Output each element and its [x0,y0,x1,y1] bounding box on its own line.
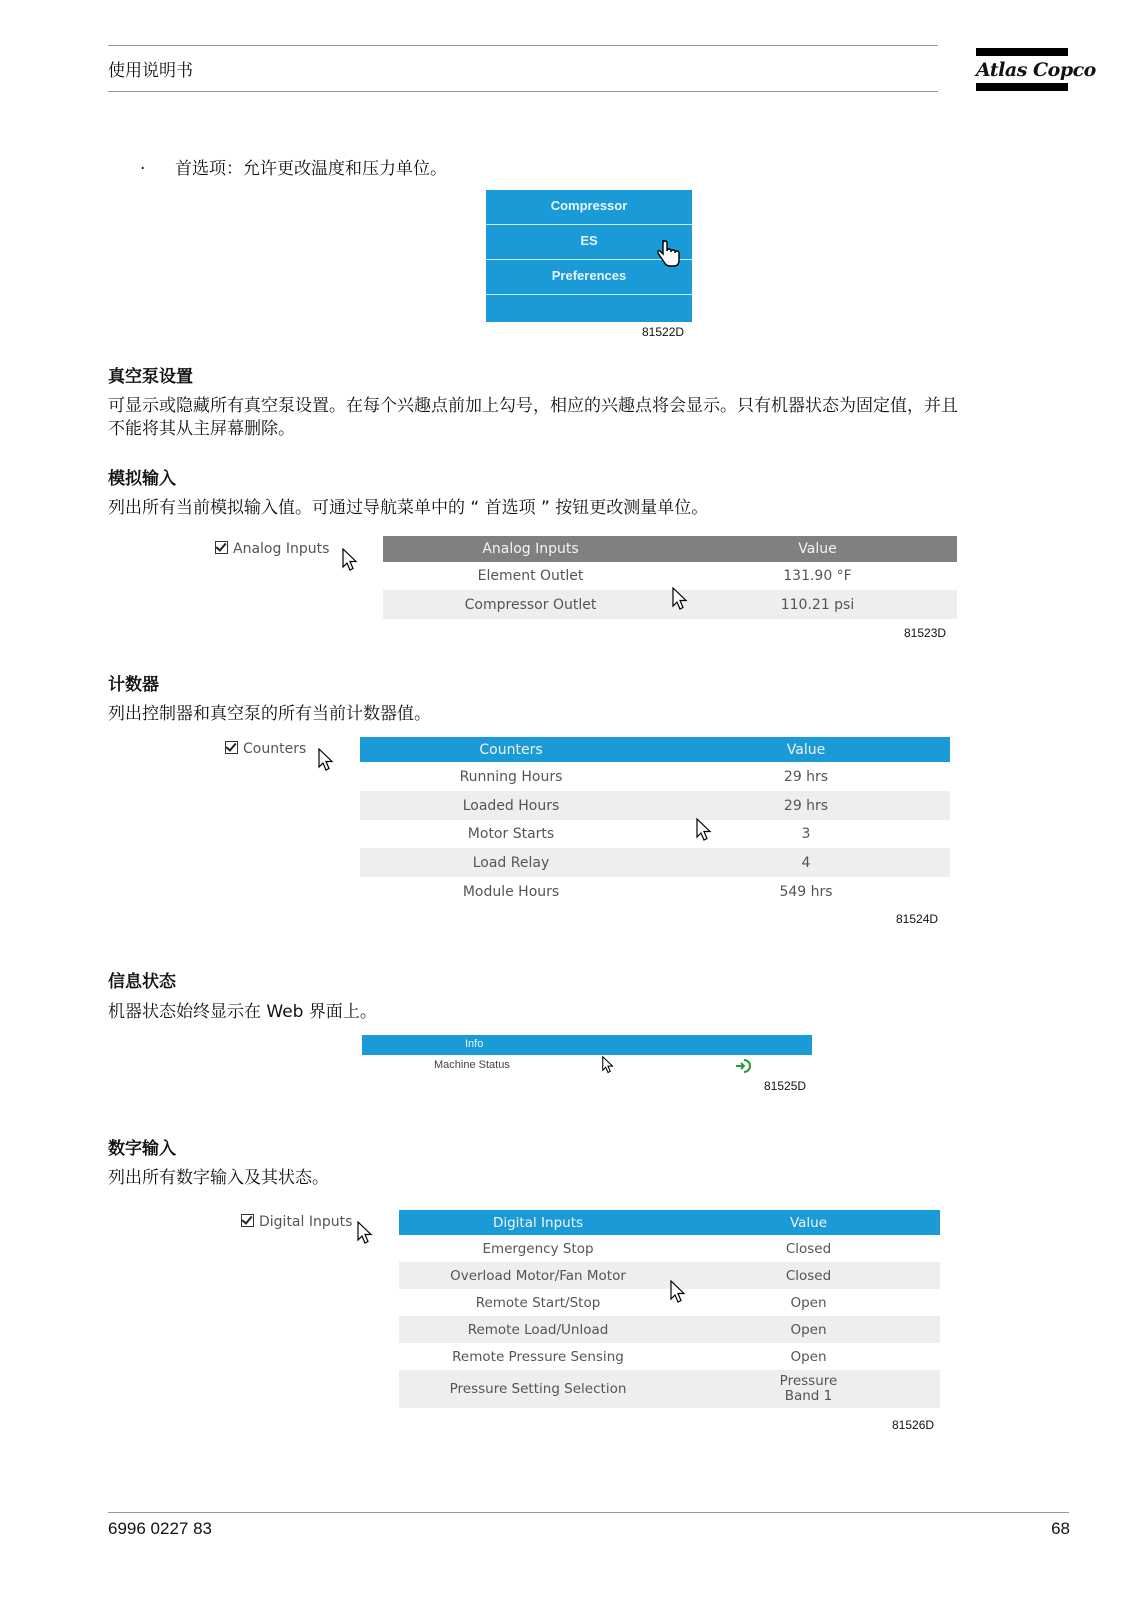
heading-digital-inputs: 数字输入 [108,1139,176,1159]
figure-code-81522d: 81522D [642,325,685,339]
counters-row-value: 549 hrs [779,883,833,900]
table-header-row [360,737,950,762]
digital-row-label: Remote Pressure Sensing [452,1348,624,1365]
counters-row-value: 29 hrs [662,791,950,820]
counters-row-label: Module Hours [462,883,560,900]
digital-header-value: Value [677,1210,940,1235]
counters-checkbox[interactable] [225,741,306,757]
table-row [383,590,957,619]
header-top-rule [108,45,938,46]
digital-inputs-checkbox[interactable] [241,1214,352,1230]
digital-header-label: Digital Inputs [399,1210,677,1235]
arrow-cursor-icon [318,748,334,772]
vacuum-body-line1: 可显示或隐藏所有真空泵设置。在每个兴趣点前加上勾号，相应的兴趣点将会显示。只有机器状态为固定值，并且 [108,396,958,416]
digital-inputs-table [399,1210,940,1408]
digital-row-label: Emergency Stop [482,1240,594,1257]
digital-row-value: Open [790,1294,827,1311]
menu-item-compressor[interactable]: Compressor [486,190,692,225]
heading-vacuum-settings: 真空泵设置 [108,367,193,387]
menu-item-empty[interactable] [486,295,692,329]
table-header-row [383,536,957,562]
checkbox-checked-icon [225,741,238,754]
counters-body: 列出控制器和真空泵的所有当前计数器值。 [108,704,431,724]
hand-cursor-icon [656,238,682,268]
digital-row-label: Overload Motor/Fan Motor [399,1262,677,1289]
analog-inputs-checkbox-label: Analog Inputs [233,541,330,557]
info-body: 机器状态始终显示在 Web 界面上。 [108,1002,377,1022]
table-row [360,877,950,906]
counters-row-value: 29 hrs [783,768,829,785]
arrow-cursor-icon [670,1280,686,1304]
analog-body: 列出所有当前模拟输入值。可通过导航菜单中的 “ 首选项 ” 按钮更改测量单位。 [108,498,709,518]
analog-row-label: Element Outlet [477,568,584,584]
table-header-row [399,1210,940,1235]
digital-inputs-checkbox-label: Digital Inputs [259,1214,353,1230]
analog-row-value: 110.21 psi [678,590,957,619]
footer-rule [108,1512,1069,1513]
analog-row-label: Compressor Outlet [383,590,678,619]
heading-info-status: 信息状态 [108,972,176,992]
digital-row-label: Pressure Setting Selection [399,1370,677,1408]
digital-row-value: Open [677,1316,940,1343]
table-row [383,562,957,590]
machine-status-icon [735,1058,751,1074]
table-row [360,791,950,820]
figure-code-81523d: 81523D [904,626,947,640]
counters-row-value: 3 [801,826,811,842]
table-row [360,820,950,848]
analog-inputs-table [383,536,957,619]
counters-header-label: Counters [360,737,662,762]
arrow-cursor-icon [342,548,358,572]
counters-table [360,737,950,906]
checkbox-checked-icon [241,1214,254,1227]
header-bottom-rule [108,91,938,92]
arrow-cursor-icon [602,1056,614,1074]
analog-header-value: Value [678,536,957,562]
table-row [399,1235,940,1262]
counters-row-label: Running Hours [459,768,563,785]
info-header-bar [362,1035,812,1055]
counters-header-value: Value [662,737,950,762]
digital-row-label: Remote Load/Unload [399,1316,677,1343]
menu-item-preferences[interactable]: Preferences [486,260,692,295]
digital-row-value: Closed [785,1240,832,1257]
digital-row-label: Remote Start/Stop [475,1294,601,1311]
analog-inputs-checkbox[interactable] [215,541,329,557]
arrow-cursor-icon [672,587,688,611]
digital-body: 列出所有数字输入及其状态。 [108,1168,329,1188]
bullet-mark: · [140,159,146,179]
brand-logo-text: Atlas Copco [976,59,1096,81]
vacuum-body-line2: 不能将其从主屏幕删除。 [108,419,295,439]
counters-checkbox-label: Counters [243,741,307,757]
footer-page-number: 68 [1051,1519,1070,1538]
table-row [399,1316,940,1343]
checkbox-checked-icon [215,541,228,554]
heading-analog-inputs: 模拟输入 [108,469,176,489]
brand-logo [976,48,1096,91]
table-row [399,1343,940,1370]
info-header-label: Info [465,1038,484,1050]
table-row [399,1370,940,1408]
digital-row-value: Closed [677,1262,940,1289]
heading-counters: 计数器 [108,675,159,695]
digital-row-value-multiline [677,1370,940,1408]
digital-row-value-line2: Band 1 [784,1388,833,1404]
footer-doc-number: 6996 0227 83 [108,1519,212,1538]
header-title: 使用说明书 [108,61,193,81]
digital-row-value-line1: Pressure [779,1373,838,1389]
menu-item-es[interactable]: ES [486,225,692,260]
analog-header-label: Analog Inputs [383,536,678,562]
table-row [360,762,950,791]
machine-status-label: Machine Status [434,1059,510,1071]
arrow-cursor-icon [696,818,712,842]
digital-row-value: Open [790,1348,827,1365]
arrow-cursor-icon [357,1221,373,1245]
table-row [360,848,950,877]
bullet-text: 首选项：允许更改温度和压力单位。 [175,159,447,179]
counters-row-value: 4 [662,848,950,877]
counters-row-label: Loaded Hours [360,791,662,820]
counters-row-label: Motor Starts [467,826,555,842]
figure-code-81525d: 81525D [764,1079,807,1093]
figure-code-81526d: 81526D [892,1418,935,1432]
figure-code-81524d: 81524D [896,912,939,926]
counters-row-label: Load Relay [360,848,662,877]
analog-row-value: 131.90 °F [783,568,852,584]
